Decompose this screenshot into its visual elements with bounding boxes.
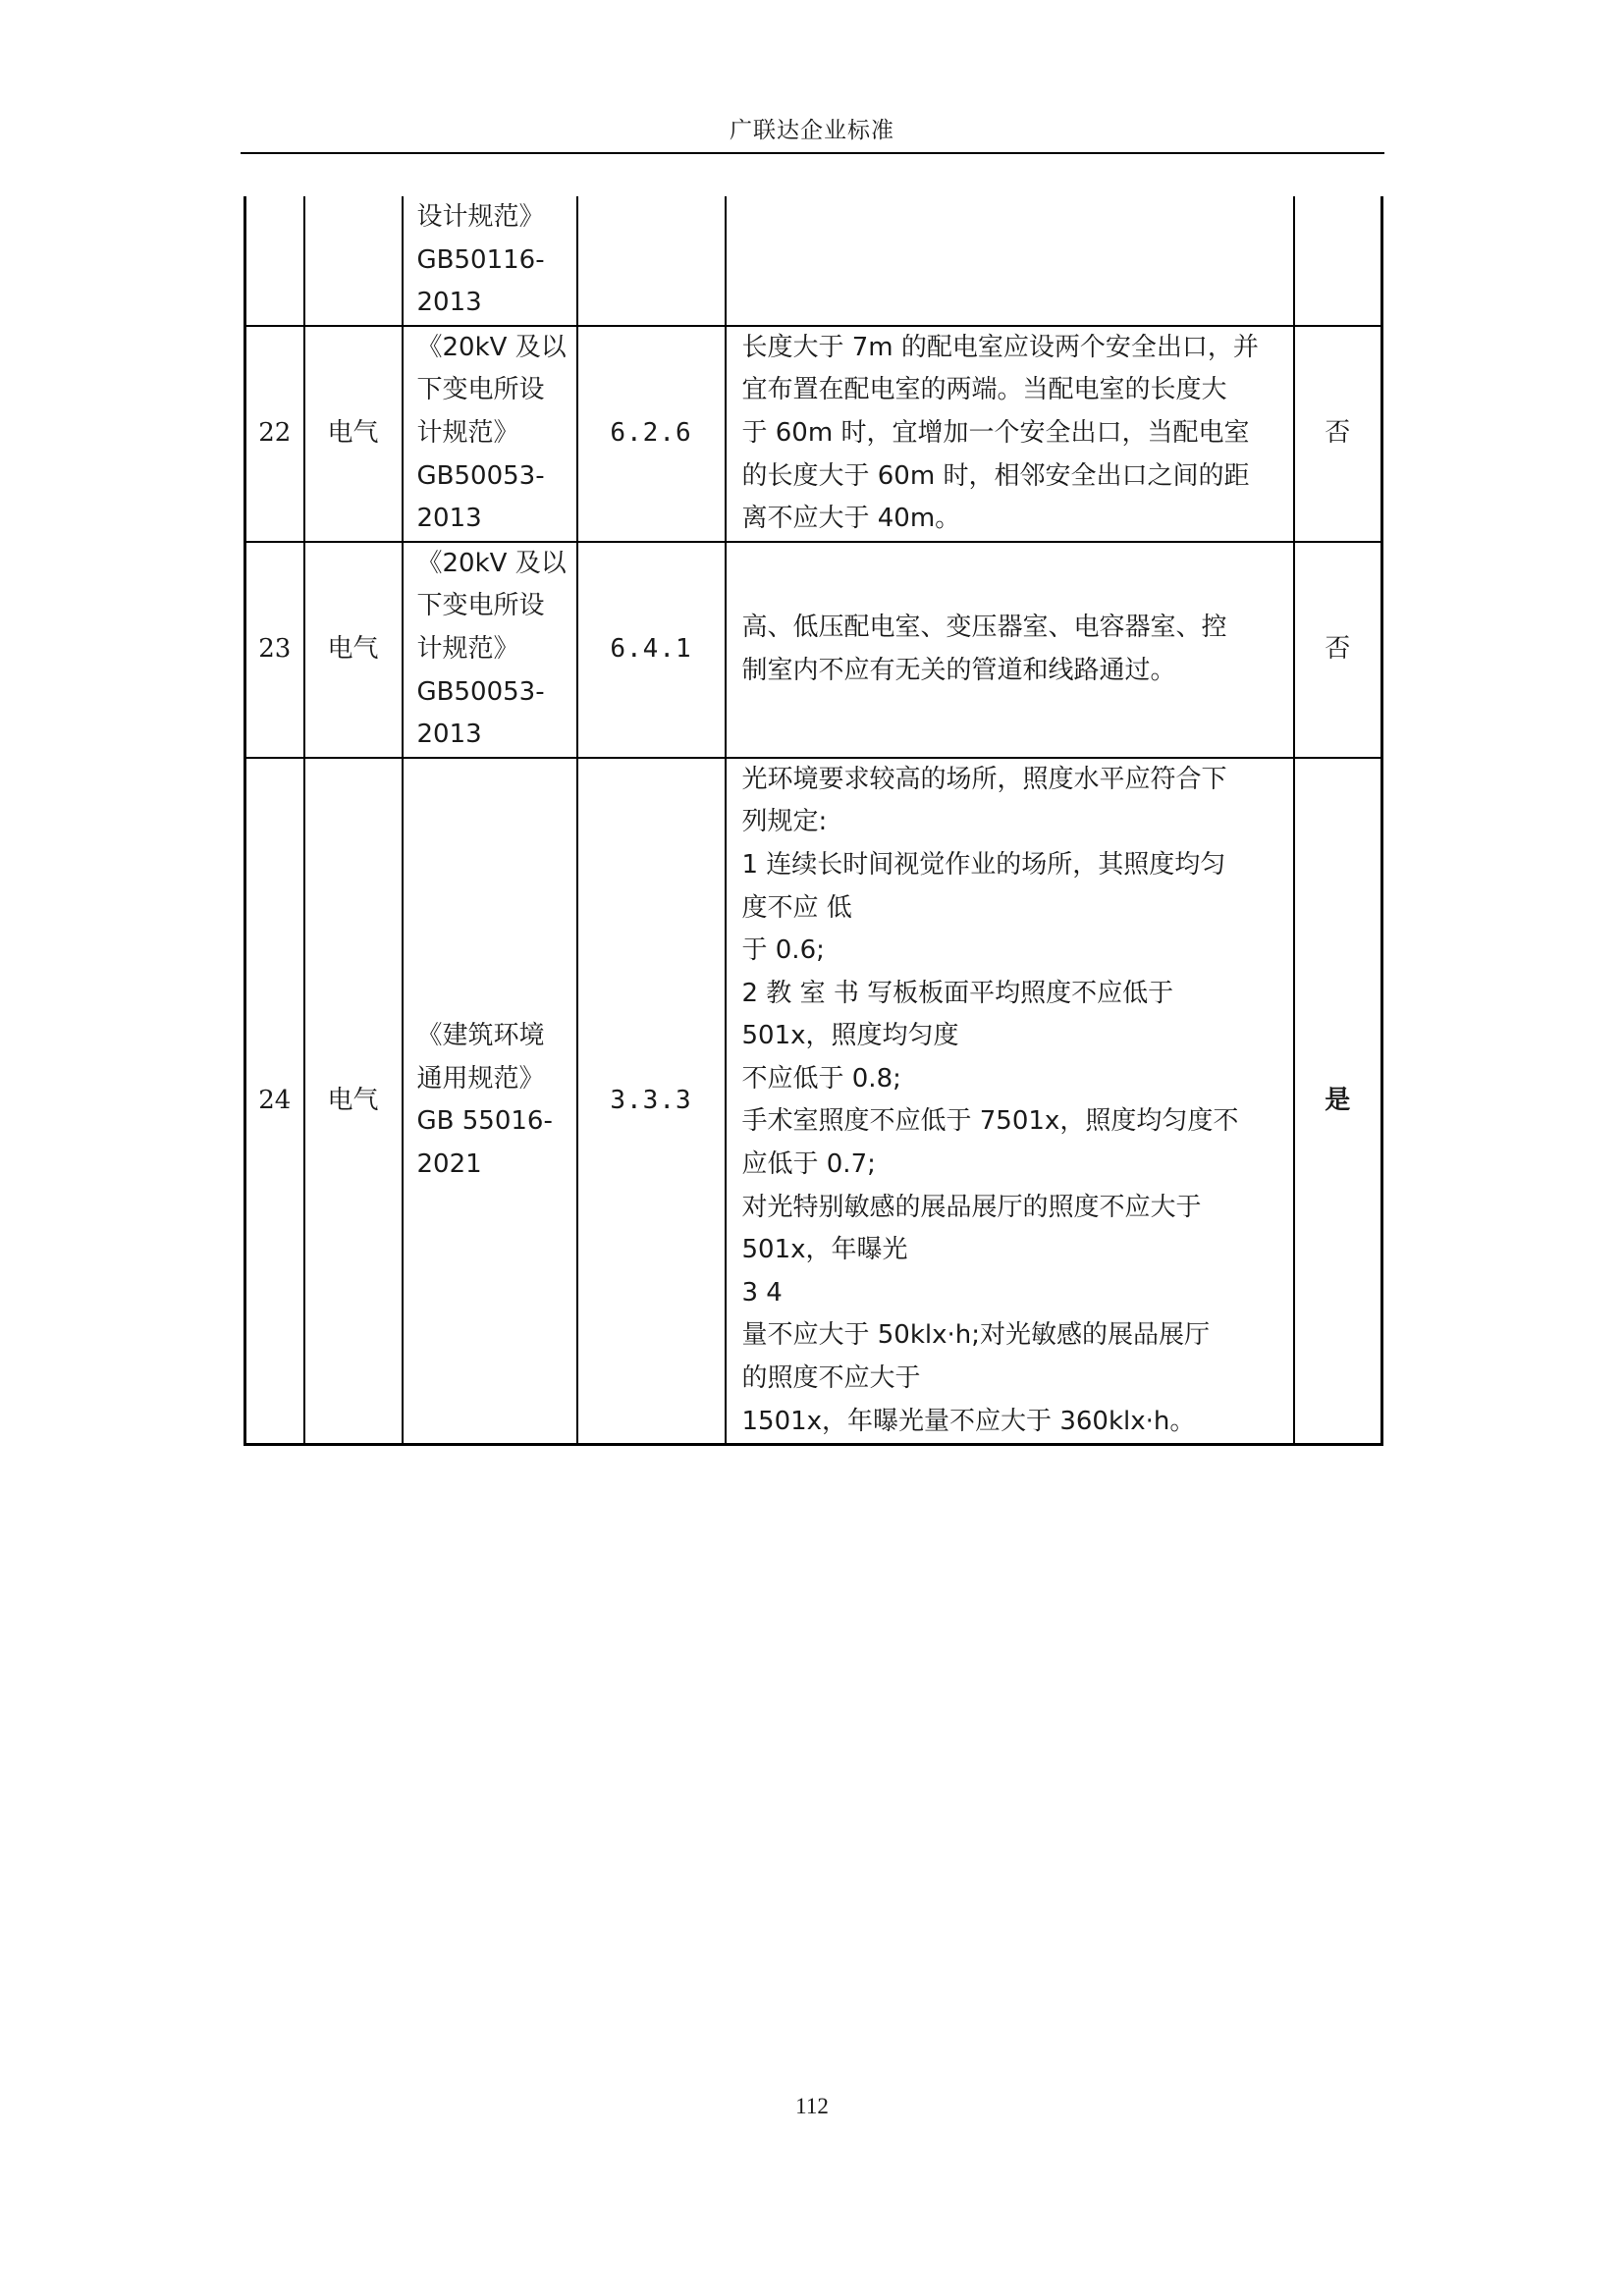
requirement-cell <box>726 196 1294 326</box>
requirement-line: 2 教 室 书 写板板面平均照度不应低于 <box>741 978 1174 1008</box>
row-number-cell: 23 <box>245 542 304 758</box>
category-cell: 电气 <box>304 326 403 542</box>
requirement-line: 长度大于 7m 的配电室应设两个安全出口，并 <box>741 332 1259 362</box>
table-row <box>245 758 1382 1445</box>
requirement-cell <box>726 326 1294 542</box>
standard-line: 2013 <box>416 720 482 750</box>
requirement-line: 的长度大于 60m 时，相邻安全出口之间的距 <box>741 460 1250 491</box>
standard-cell <box>403 758 577 1445</box>
requirement-line: 手术室照度不应低于 7501x，照度均匀度不 <box>741 1106 1239 1137</box>
requirement-line: 量不应大于 50klx·h;对光敏感的展品展厅 <box>741 1320 1211 1351</box>
flag-cell: 否 <box>1294 326 1382 542</box>
row-number-cell: 24 <box>245 758 304 1445</box>
flag-cell <box>1294 196 1382 326</box>
requirement-line: 光环境要求较高的场所，照度水平应符合下 <box>741 764 1227 794</box>
requirement-line: 不应低于 0.8; <box>741 1063 901 1094</box>
standard-line: 《20kV 及以 <box>416 332 567 362</box>
requirement-line: 列规定: <box>741 807 828 837</box>
clause-cell <box>577 196 726 326</box>
table-row <box>245 542 1382 758</box>
document-header-title: 广联达企业标准 <box>730 118 894 143</box>
requirement-line: 于 60m 时，宜增加一个安全出口，当配电室 <box>741 417 1250 448</box>
table-row <box>245 196 1382 326</box>
requirement-line: 于 0.6; <box>741 935 825 966</box>
table-row <box>245 326 1382 542</box>
standard-line: GB50116- <box>416 244 545 275</box>
requirement-cell <box>726 542 1294 758</box>
page-number: 112 <box>795 2094 829 2118</box>
standard-line: 设计规范》 <box>416 202 545 232</box>
requirement-line: 3 4 <box>741 1277 783 1308</box>
clause-cell: 6.4.1 <box>577 542 726 758</box>
requirement-cell <box>726 758 1294 1445</box>
requirement-line: 宜布置在配电室的两端。当配电室的长度大 <box>741 375 1227 405</box>
requirement-line: 501x，照度均匀度 <box>741 1021 959 1051</box>
row-number-cell <box>245 196 304 326</box>
flag-cell: 否 <box>1294 542 1382 758</box>
standard-line: 计规范》 <box>416 417 519 448</box>
standard-line: 2021 <box>416 1149 482 1180</box>
standard-line: 《建筑环境 <box>416 1021 545 1051</box>
standard-line: 通用规范》 <box>416 1063 545 1094</box>
standard-cell <box>403 326 577 542</box>
requirement-line: 1 连续长时间视觉作业的场所，其照度均匀 <box>741 849 1226 880</box>
category-cell: 电气 <box>304 758 403 1445</box>
requirement-line: 度不应 低 <box>741 892 852 923</box>
requirement-line: 制室内不应有无关的管道和线路通过。 <box>741 655 1176 685</box>
requirement-line: 对光特别敏感的展品展厅的照度不应大于 <box>741 1192 1202 1222</box>
standard-line: 下变电所设 <box>416 591 545 621</box>
standard-cell <box>403 196 577 326</box>
requirement-line: 应低于 0.7; <box>741 1149 876 1180</box>
requirement-line: 的照度不应大于 <box>741 1363 921 1394</box>
standard-line: GB 55016- <box>416 1106 553 1137</box>
category-cell: 电气 <box>304 542 403 758</box>
requirement-line: 501x，年曝光 <box>741 1235 908 1265</box>
header-divider <box>241 152 1384 154</box>
requirement-line: 高、低压配电室、变压器室、电容器室、控 <box>741 613 1227 643</box>
row-number-cell: 22 <box>245 326 304 542</box>
flag-cell: 是 <box>1294 758 1382 1445</box>
standard-line: GB50053- <box>416 676 545 707</box>
requirement-line: 1501x，年曝光量不应大于 360klx·h。 <box>741 1406 1196 1436</box>
standards-table <box>244 196 1383 1446</box>
category-cell <box>304 196 403 326</box>
standard-line: 计规范》 <box>416 633 519 664</box>
requirement-line: 离不应大于 40m。 <box>741 504 961 534</box>
clause-cell: 3.3.3 <box>577 758 726 1445</box>
standard-line: 《20kV 及以 <box>416 548 567 578</box>
standard-line: 2013 <box>416 504 482 534</box>
standard-cell <box>403 542 577 758</box>
clause-cell: 6.2.6 <box>577 326 726 542</box>
standard-line: GB50053- <box>416 460 545 491</box>
standard-line: 下变电所设 <box>416 375 545 405</box>
standard-line: 2013 <box>416 288 482 318</box>
